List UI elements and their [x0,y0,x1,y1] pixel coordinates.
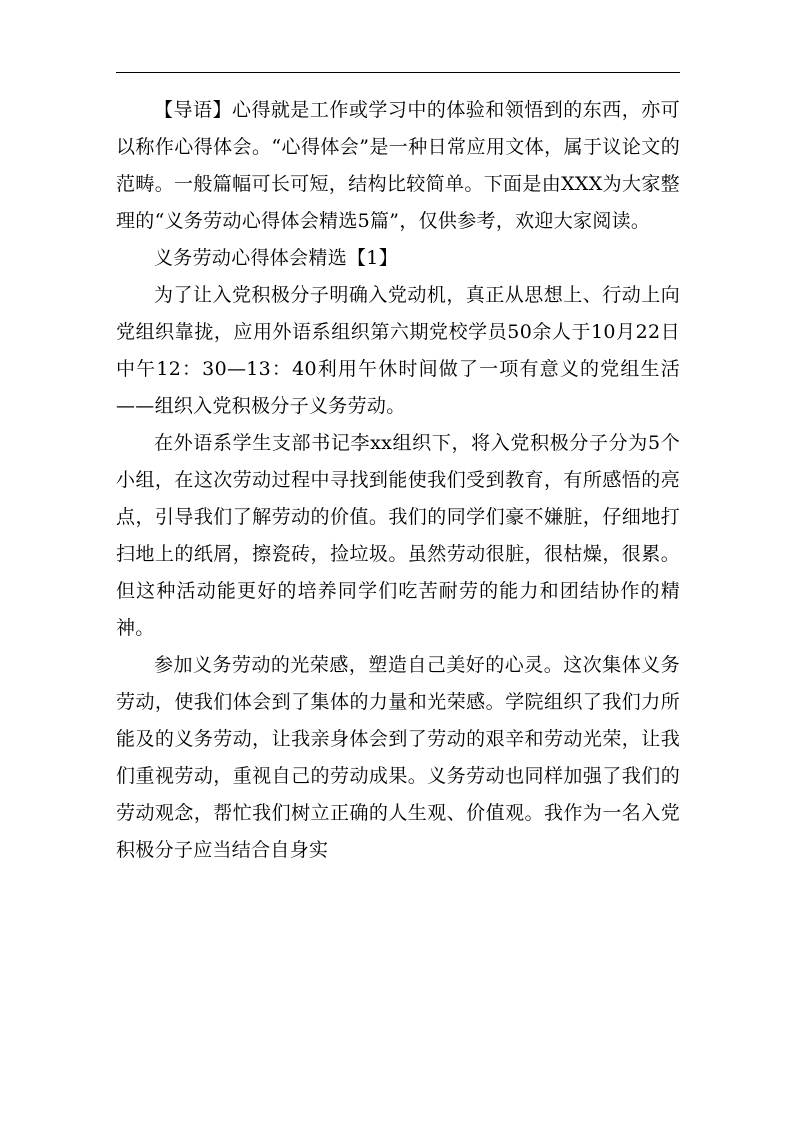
body-paragraph-1: 为了让入党积极分子明确入党动机，真正从思想上、行动上向党组织靠拢，应用外语系组织第六期党校学员50余人于10月22日中午12：30—13：40利用午休时间做了一项有意义的党组生活——组织入党积极分子义务劳动。 [116,284,680,417]
header-rule [116,72,680,73]
body-paragraph-2: 在外语系学生支部书记李xx组织下，将入党积极分子分为5个小组，在这次劳动过程中寻找到能使我们受到教育，有所感悟的亮点，引导我们了解劳动的价值。我们的同学们豪不嫌脏，仔细地打扫地上的纸屑，擦瓷砖，捡垃圾。虽然劳动很脏，很枯燥，很累。但这种活动能更好的培养同学们吃苦耐劳的能力和团结协作的精神。 [116,432,680,639]
body-paragraph-3: 参加义务劳动的光荣感，塑造自己美好的心灵。这次集体义务劳动，使我们体会到了集体的力量和光荣感。学院组织了我们力所能及的义务劳动，让我亲身体会到了劳动的艰辛和劳动光荣，让我们重视劳动，重视自己的劳动成果。义务劳动也同样加强了我们的劳动观念，帮忙我们树立正确的人生观、价值观。我作为一名入党积极分子应当结合自身实 [116,654,680,861]
document-body [116,92,680,869]
intro-paragraph: 【导语】心得就是工作或学习中的体验和领悟到的东西，亦可以称作心得体会。“心得体会”是一种日常应用文体，属于议论文的范畴。一般篇幅可长可短，结构比较简单。下面是由XXX为大家整理的“义务劳动心得体会精选5篇”，仅供参考，欢迎大家阅读。 [116,99,680,232]
section-title: 义务劳动心得体会精选【1】 [154,247,398,269]
